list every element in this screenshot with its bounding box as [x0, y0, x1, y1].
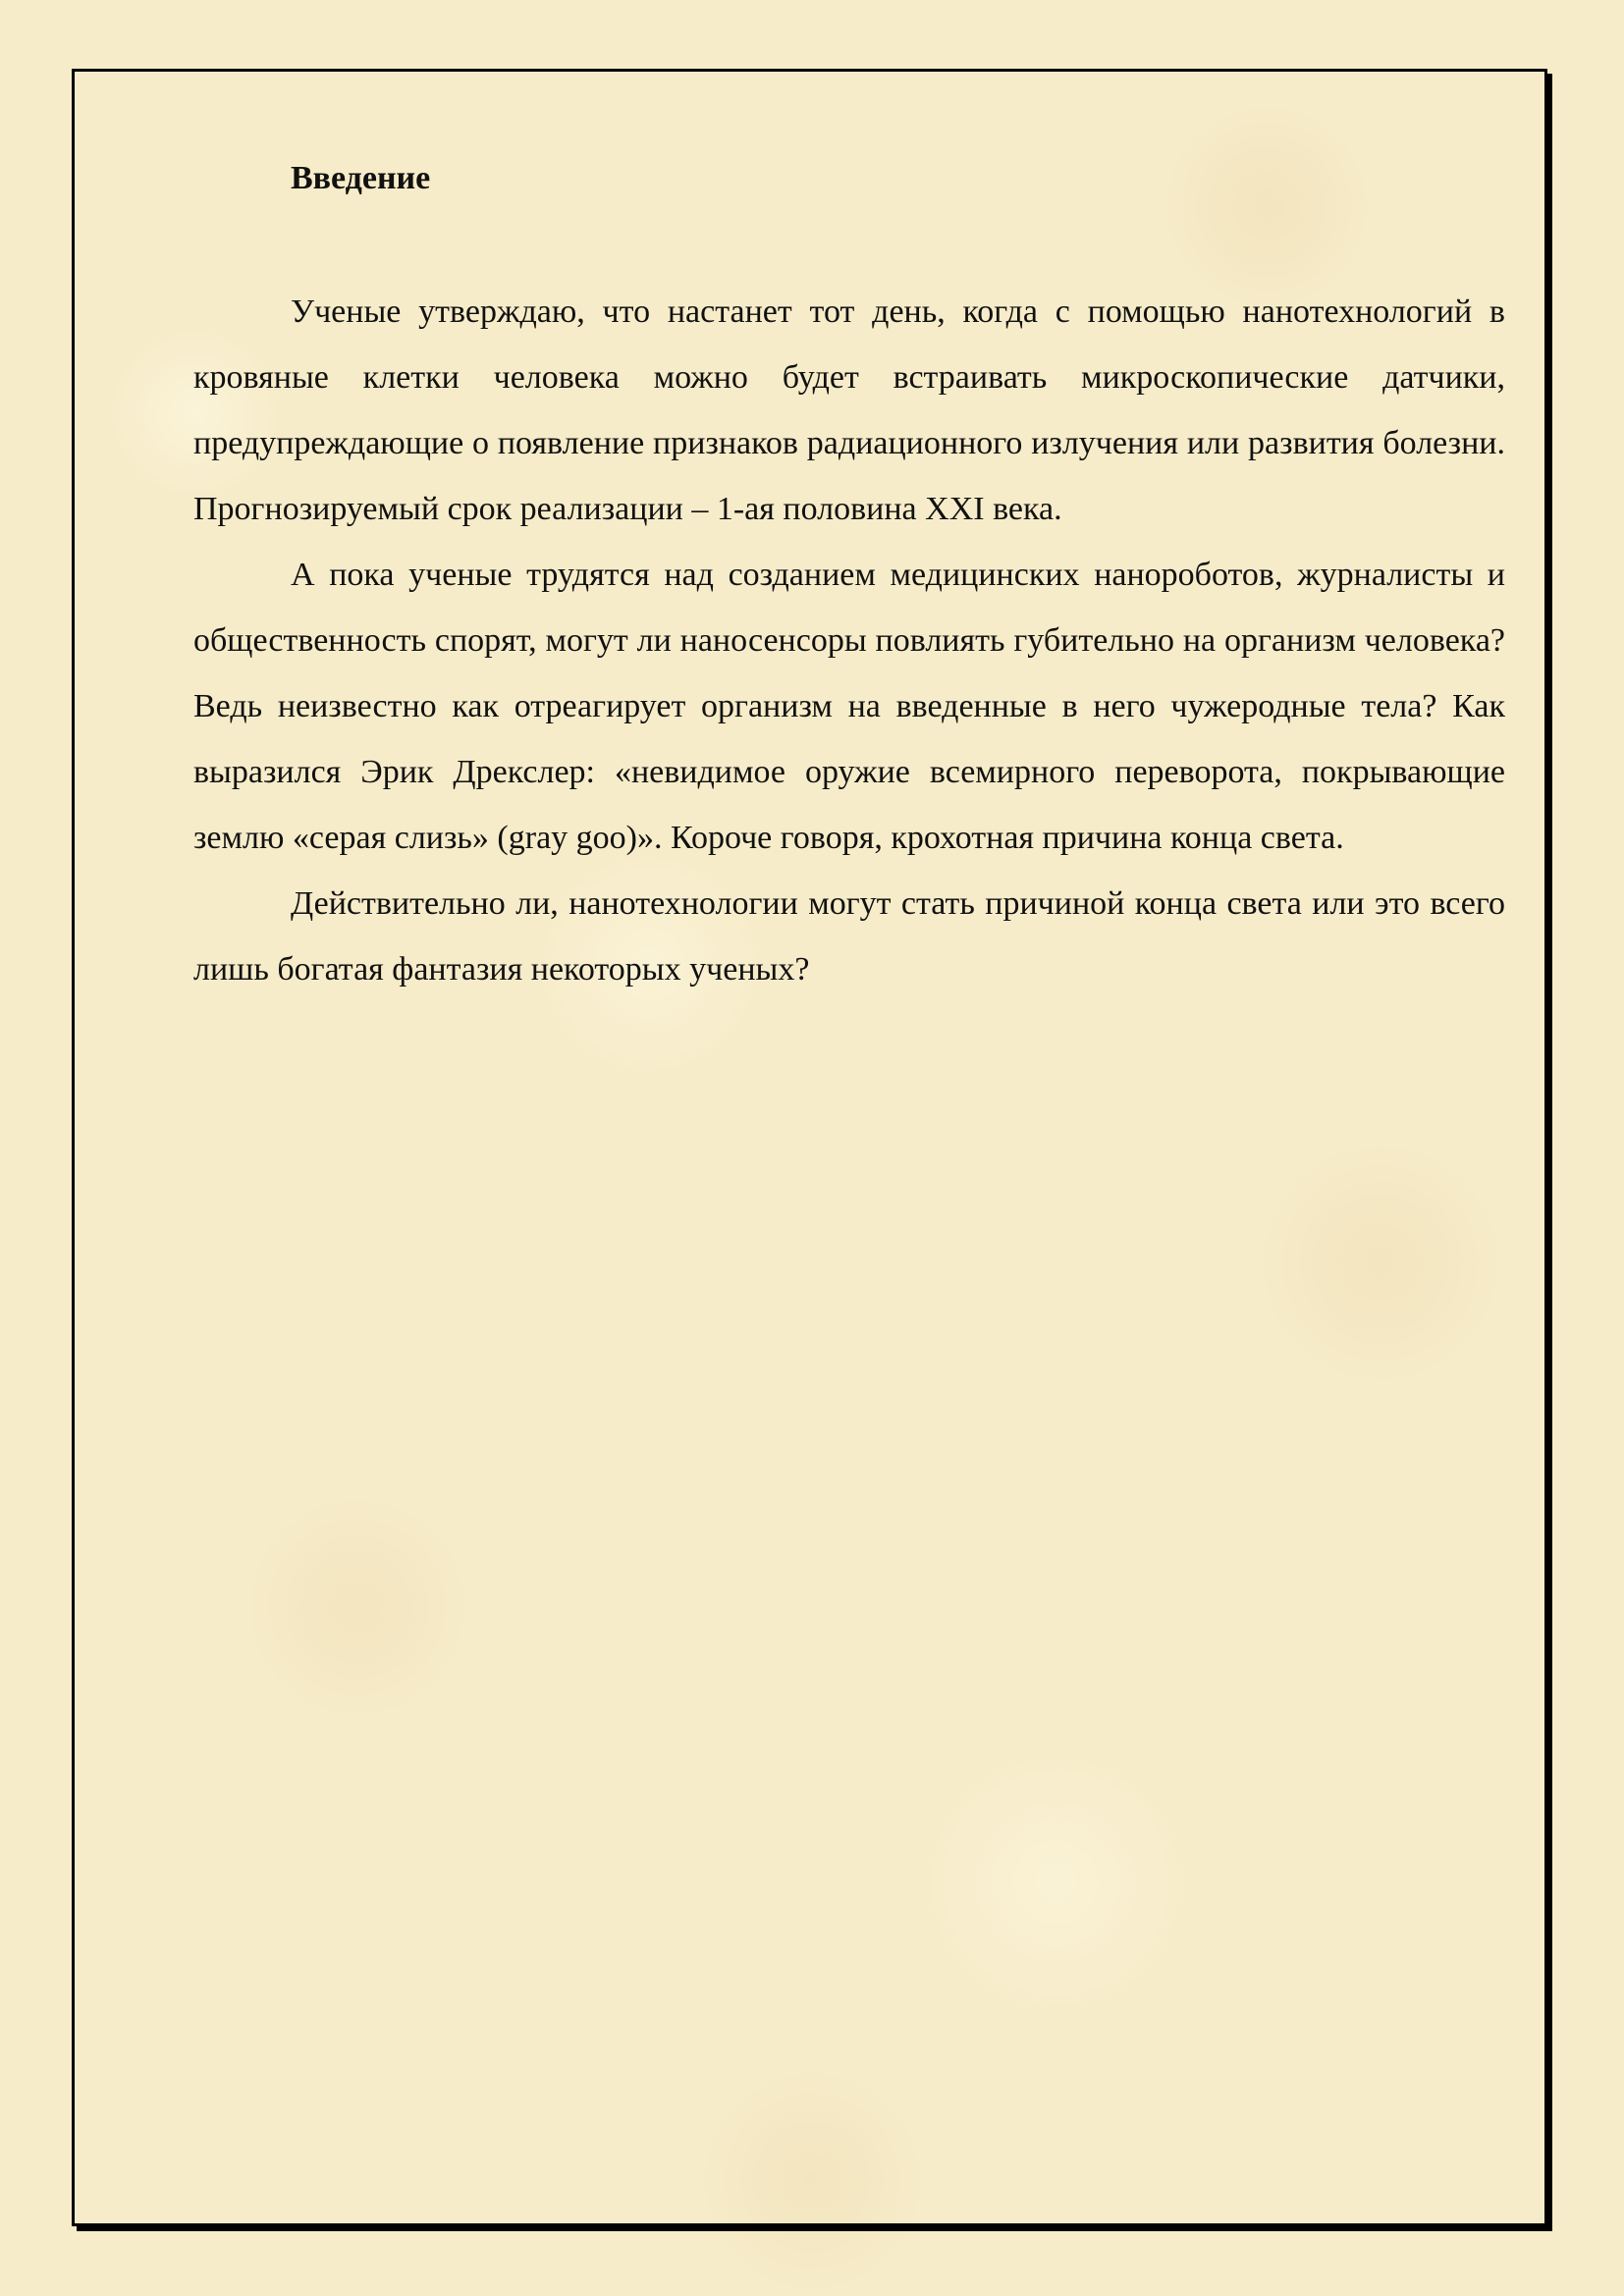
heading-spacer: [193, 210, 1505, 279]
paragraph-3: Действительно ли, нанотехнологии могут стать причиной конца света или это всего лишь богатая фантазия некоторых ученых?: [193, 885, 1505, 988]
paragraph-2: А пока ученые трудятся над созданием медицинских нанороботов, журналисты и общественность спорят, могут ли наносенсоры повлиять губительно на организм человека? Ведь неизвестно как отреагирует организм на введенные в него чужеродные тела? Как выразился Эрик Дрекслер: «невидимое оружие всемирного переворота, покрывающие землю «серая слизь» (gray goo)». Короче говоря, крохотная причина конца света.: [193, 557, 1505, 856]
section-heading: Введение: [291, 160, 431, 196]
paragraph-1: Ученые утверждаю, что настанет тот день, когда с помощью нанотехнологий в кровяные клетки человека можно будет встраивать микроскопические датчики, предупреждающие о появление признаков радиационного излучения или развития болезни. Прогнозируемый срок реализации – 1-ая половина XXI века.: [193, 294, 1505, 527]
document-body: [193, 147, 1505, 1002]
